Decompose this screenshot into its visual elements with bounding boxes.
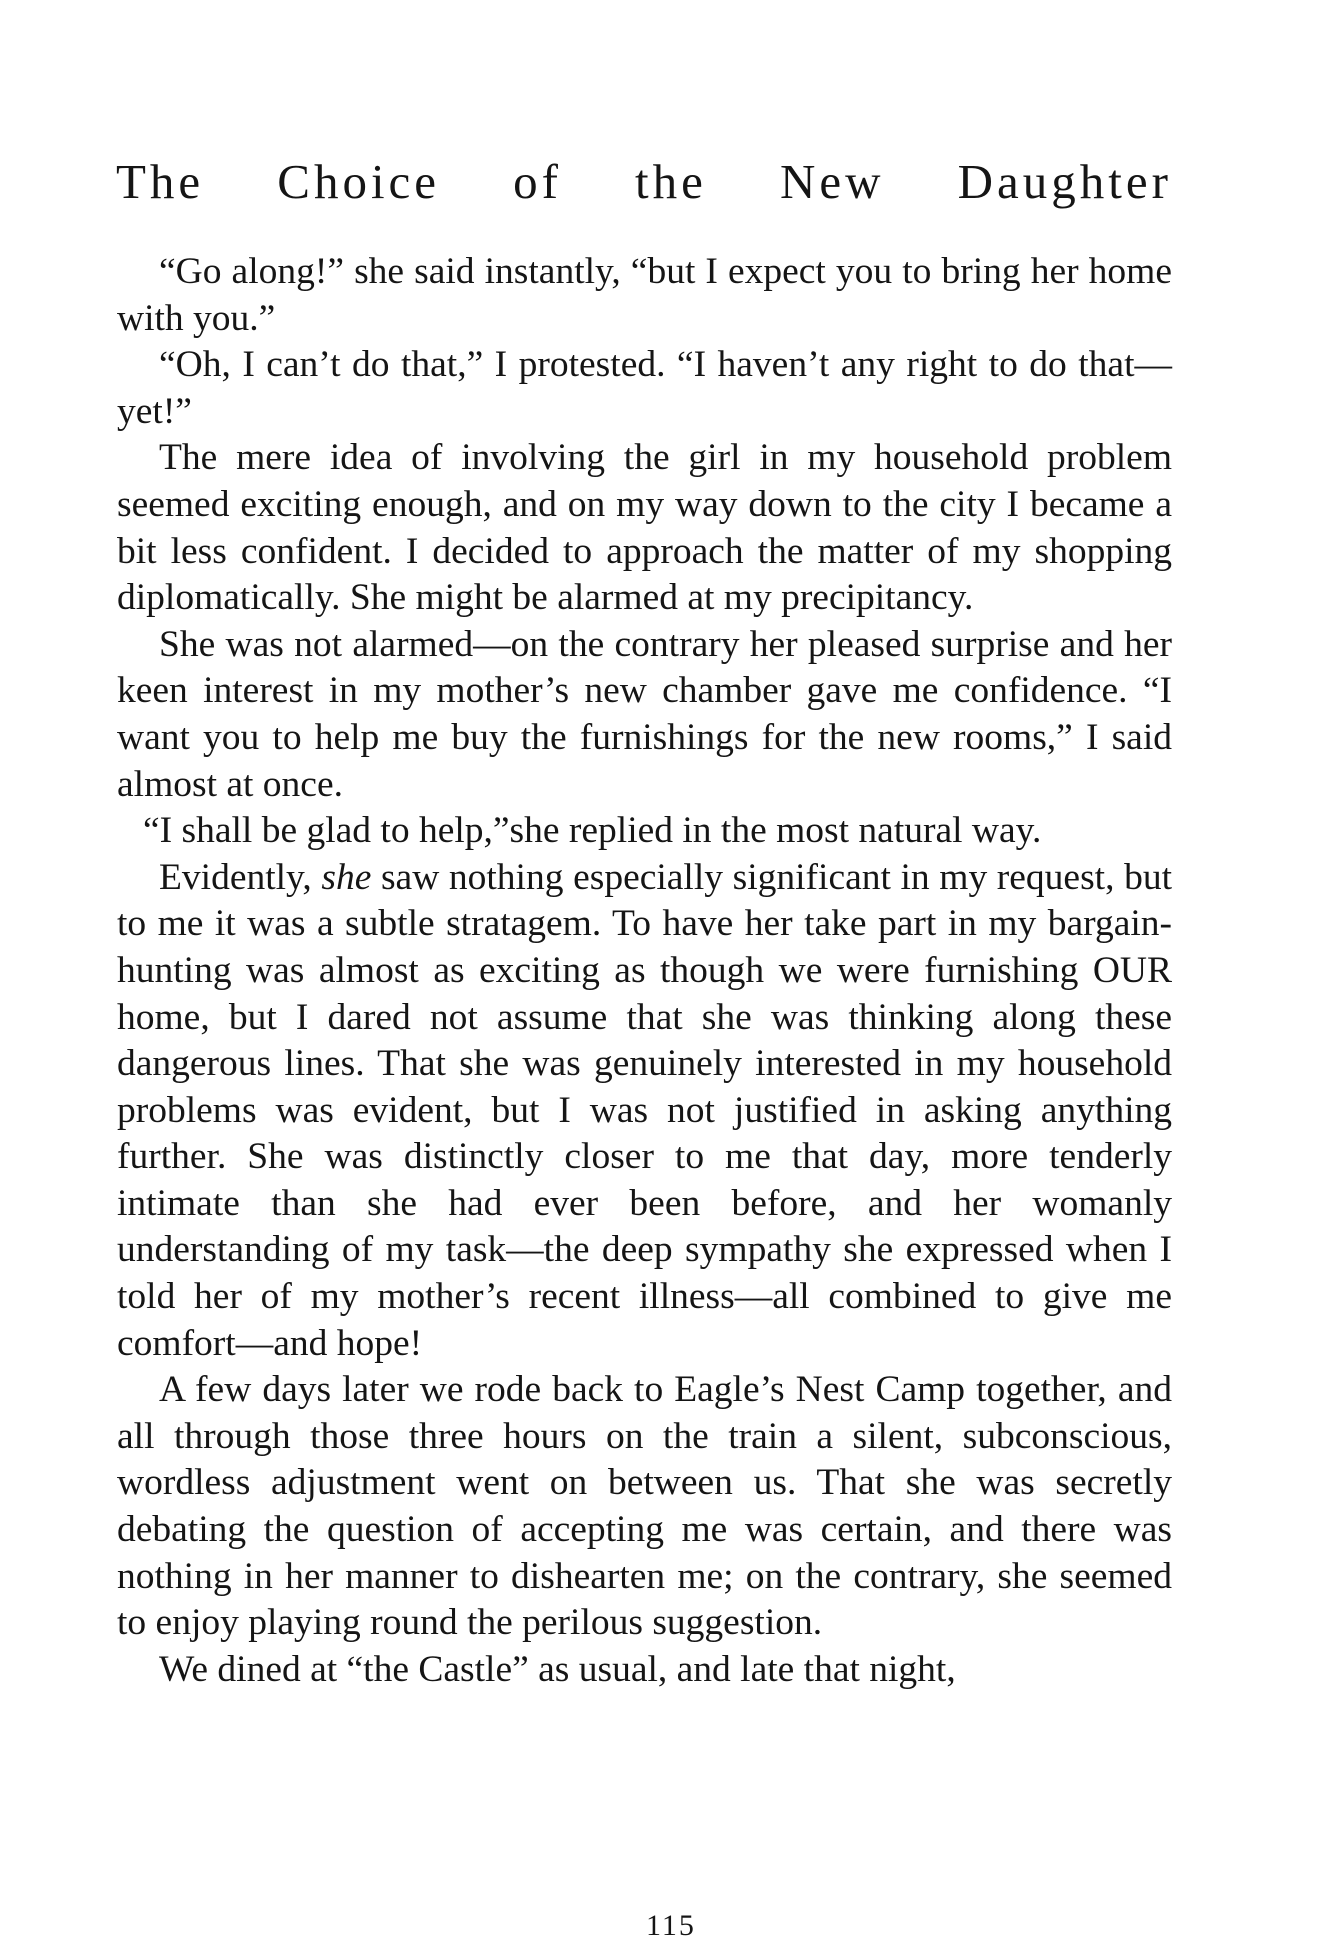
paragraph-text: Evidently, [159, 856, 322, 898]
page-number: 115 [646, 1909, 696, 1942]
paragraph: “Go along!” she said instantly, “but I expect you to bring her home with you.” [117, 251, 1172, 339]
paragraph [117, 855, 1172, 1368]
paragraph: She was not alarmed—on the contrary her pleased surprise and her keen interest in my mother’s new chamber gave me confidence. “I want you to help me buy the furnishings for the new rooms,” I said almost at once. [117, 623, 1172, 805]
running-head-word: The [116, 154, 205, 209]
paragraph-text: saw nothing especially significant in my request, but to me it was a subtle stratagem. To have her take part in my bargain-hunting was almost as exciting as though we were furnishing OUR home, but I dared not assume that she was thinking along these dangerous lines. That she was genuinely interested in my household problems was evident, but I was not justified in asking anything further. She was distinctly closer to me that day, more tenderly intimate than she had ever been before, and her womanly understanding of my task—the deep sympathy she expressed when I told her of my mother’s recent illness—all combined to give me comfort—and hope! [117, 856, 1172, 1364]
paragraph: The mere idea of involving the girl in my household problem seemed exciting enough, and on my way down to the city I became a bit less confident. I decided to approach the matter of my shopping diplomatically. She might be alarmed at my precipitancy. [117, 437, 1172, 619]
body-text [117, 249, 1172, 1693]
paragraph: “Oh, I can’t do that,” I protested. “I haven’t any right to do that—yet!” [117, 344, 1172, 432]
emphasized-word: she [321, 856, 372, 898]
running-head-word: the [635, 154, 707, 209]
running-head-word: Choice [277, 154, 441, 209]
paragraph: We dined at “the Castle” as usual, and late that night, [159, 1648, 956, 1690]
running-head-word: Daughter [957, 154, 1172, 209]
running-head-word: of [513, 154, 562, 209]
paragraph: A few days later we rode back to Eagle’s Nest Camp together, and all through those three hours on the train a silent, subconscious, wordless adjustment went on between us. That she was secretly debating the question of accepting me was certain, and there was nothing in her manner to dishearten me; on the contrary, she seemed to enjoy playing round the perilous suggestion. [117, 1369, 1172, 1644]
running-head [116, 152, 1172, 212]
running-head-word: New [780, 154, 885, 209]
paragraph: “I shall be glad to help,”she replied in the most natural way. [143, 810, 1042, 852]
